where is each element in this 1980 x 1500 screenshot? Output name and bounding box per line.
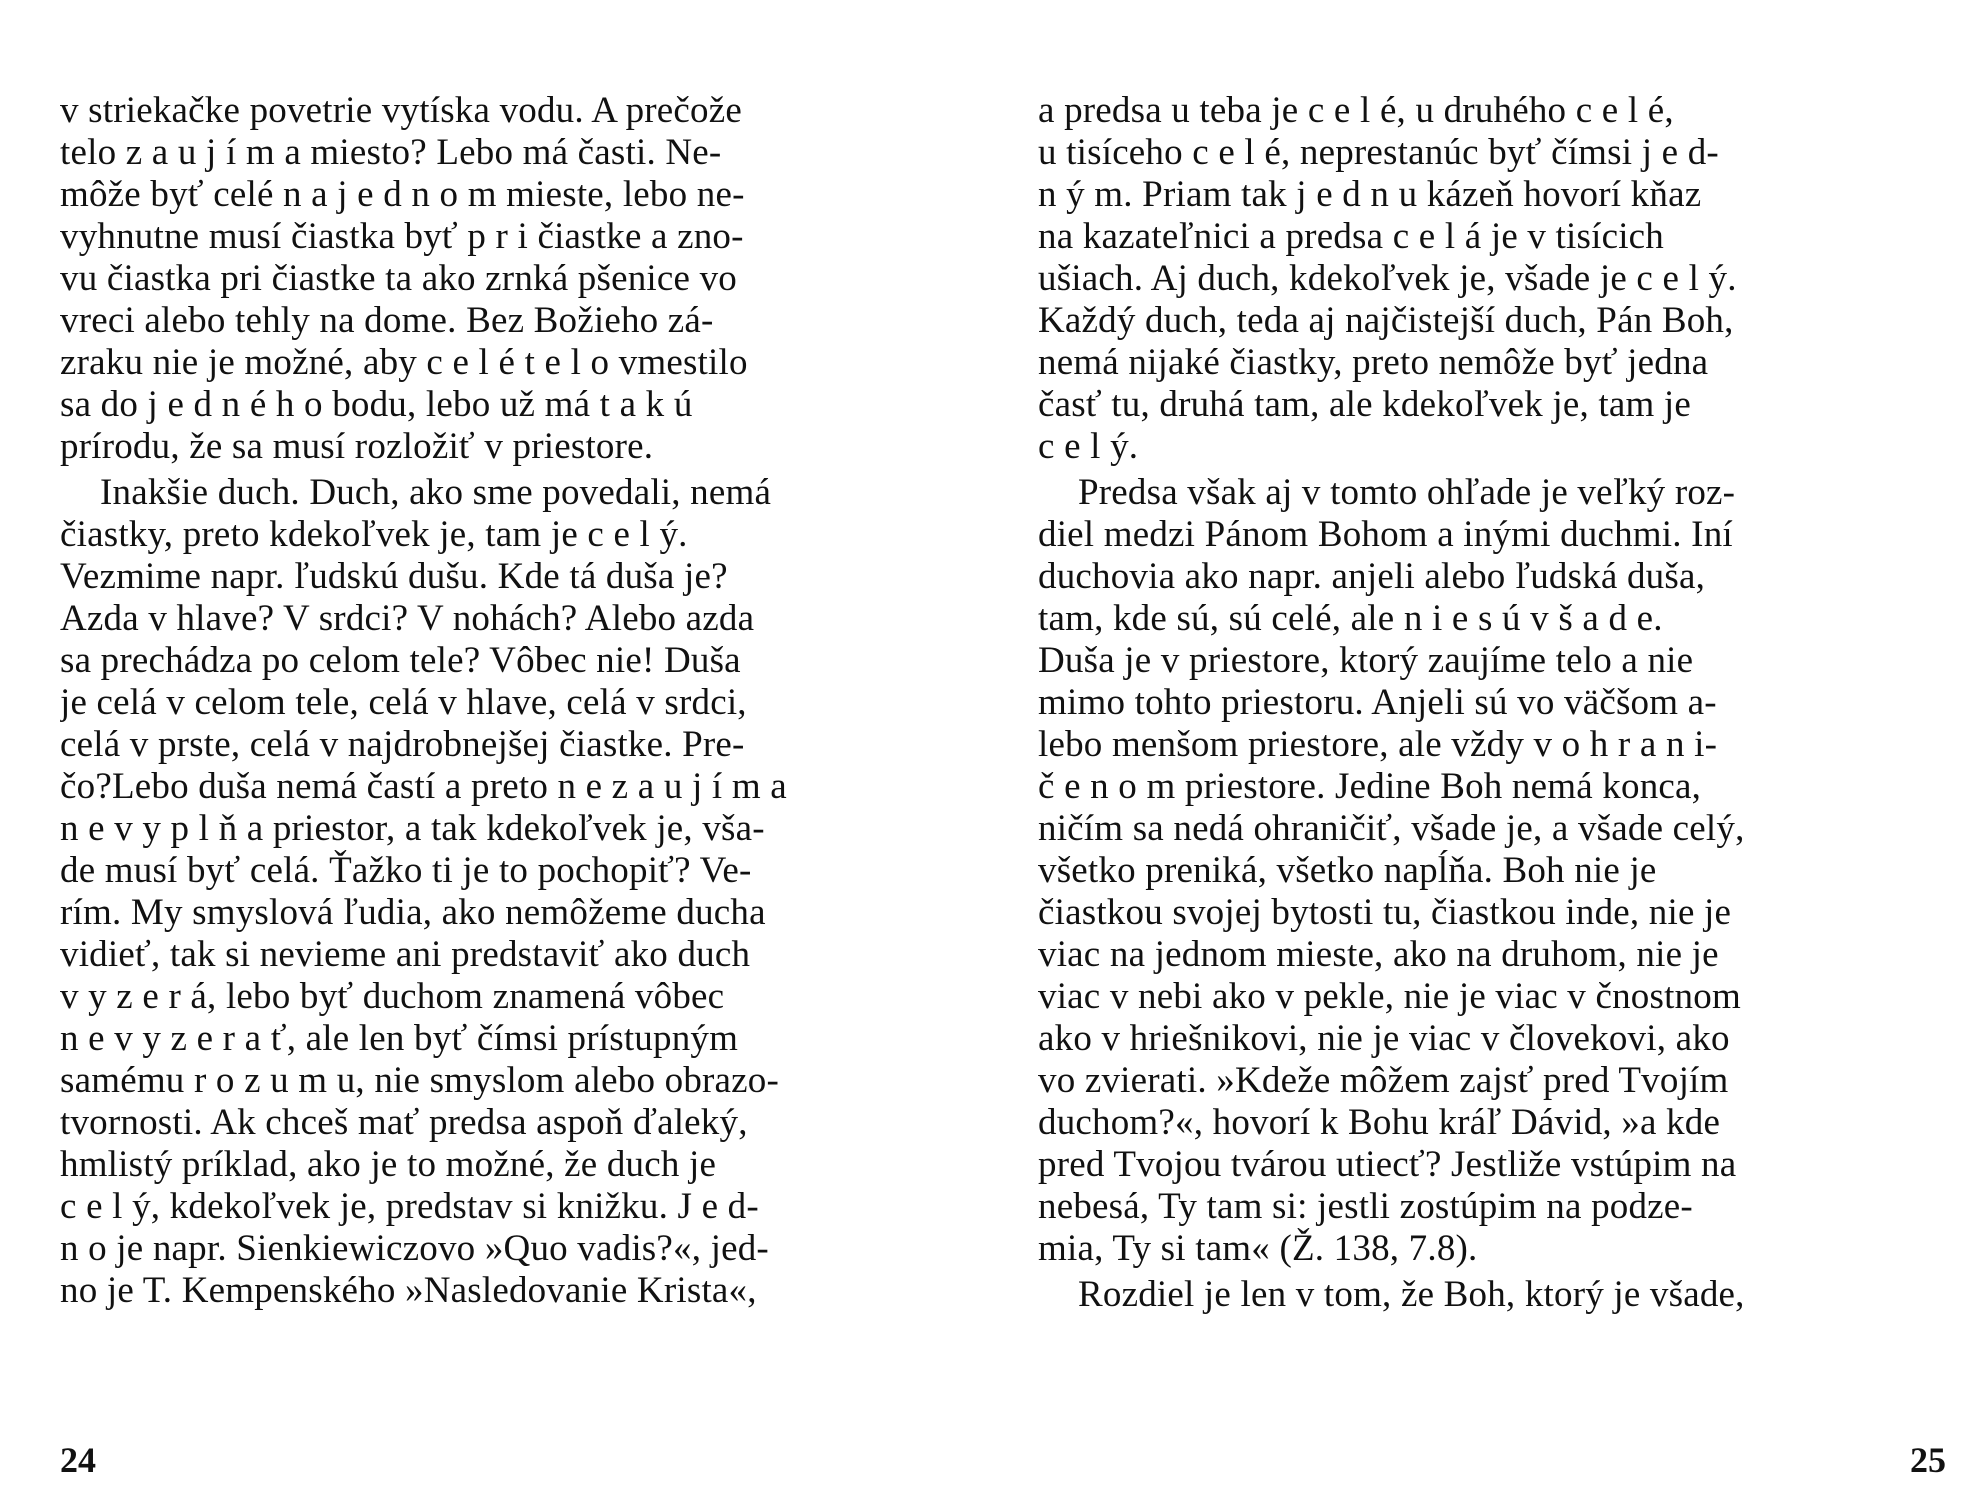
text-line: vreci alebo tehly na dome. Bez Božieho zá-: [60, 300, 714, 341]
left-page-text: [60, 90, 965, 1312]
text-line: n o je napr. Sienkiewiczovo »Quo vadis?«, jed-: [60, 1228, 769, 1269]
text-line: je celá v celom tele, celá v hlave, celá v srdci,: [60, 682, 747, 723]
text-line: vu čiastka pri čiastke ta ako zrnká pšenice vo: [60, 258, 737, 299]
text-line: ničím sa nedá ohraničiť, všade je, a všade celý,: [1038, 808, 1745, 849]
text-line: vidieť, tak si nevieme ani predstaviť ako duch: [60, 934, 751, 975]
text-line: tam, kde sú, sú celé, ale n i e s ú v š a d e.: [1038, 598, 1663, 639]
text-line: duchovia ako napr. anjeli alebo ľudská duša,: [1038, 556, 1706, 597]
text-line: na kazateľnici a predsa c e l á je v tisícich: [1038, 216, 1665, 257]
text-line: Každý duch, teda aj najčistejší duch, Pán Boh,: [1038, 300, 1734, 341]
text-line: n ý m. Priam tak j e d n u kázeň hovorí kňaz: [1038, 174, 1702, 215]
text-line: u tisíceho c e l é, neprestanúc byť čímsi j e d-: [1038, 132, 1719, 173]
text-line: mimo tohto priestoru. Anjeli sú vo väčšom a-: [1038, 682, 1717, 723]
paragraph-start-line: Inakšie duch. Duch, ako sme povedali, nemá: [100, 472, 772, 513]
text-line: celá v prste, celá v najdrobnejšej čiastke. Pre-: [60, 724, 745, 765]
text-line: c e l ý, kdekoľvek je, predstav si knižku. J e d-: [60, 1186, 759, 1227]
text-line: sa prechádza po celom tele? Vôbec nie! Duša: [60, 640, 741, 681]
page-number: 25: [1910, 1440, 1946, 1480]
text-line: samému r o z u m u, nie smyslom alebo obrazo-: [60, 1060, 780, 1101]
text-line: čiastkou svojej bytosti tu, čiastkou inde, nie je: [1038, 892, 1732, 933]
text-line: telo z a u j í m a miesto? Lebo má časti. Ne-: [60, 132, 722, 173]
text-line: môže byť celé n a j e d n o m mieste, lebo ne-: [60, 174, 745, 215]
text-line: v striekačke povetrie vytíska vodu. A prečože: [60, 90, 742, 131]
text-line: nemá nijaké čiastky, preto nemôže byť jedna: [1038, 342, 1709, 383]
text-line: tvornosti. Ak chceš mať predsa aspoň ďaleký,: [60, 1102, 748, 1143]
text-line: v y z e r á, lebo byť duchom znamená vôbec: [60, 976, 725, 1017]
text-line: n e v y z e r a ť, ale len byť čímsi prístupným: [60, 1018, 739, 1059]
page-number: 24: [60, 1440, 96, 1480]
text-line: Vezmime napr. ľudskú dušu. Kde tá duša je?: [60, 556, 728, 597]
text-line: prírodu, že sa musí rozložiť v priestore.: [60, 426, 654, 467]
text-line: čiastky, preto kdekoľvek je, tam je c e l ý.: [60, 514, 688, 555]
text-line: hmlistý príklad, ako je to možné, že duch je: [60, 1144, 717, 1185]
text-line: duchom?«, hovorí k Bohu kráľ Dávid, »a kde: [1038, 1102, 1721, 1143]
text-line: Azda v hlave? V srdci? V nohách? Alebo azda: [60, 598, 755, 639]
text-line: n e v y p l ň a priestor, a tak kdekoľvek je, vša-: [60, 808, 765, 849]
paragraph-start-line: Rozdiel je len v tom, že Boh, ktorý je všade,: [1078, 1274, 1745, 1315]
text-line: viac na jednom mieste, ako na druhom, nie je: [1038, 934, 1719, 975]
paragraph-start-line: Predsa však aj v tomto ohľade je veľký roz-: [1078, 472, 1736, 513]
text-line: ušiach. Aj duch, kdekoľvek je, všade je c e l ý.: [1038, 258, 1737, 299]
text-line: no je T. Kempenského »Nasledovanie Krista«,: [60, 1270, 757, 1311]
text-line: a predsa u teba je c e l é, u druhého c e l é,: [1038, 90, 1674, 131]
text-line: viac v nebi ako v pekle, nie je viac v čnostnom: [1038, 976, 1741, 1017]
text-line: čo?Lebo duša nemá častí a preto n e z a u j í m a: [60, 766, 787, 807]
text-line: pred Tvojou tvárou utiecť? Jestliže vstúpim na: [1038, 1144, 1737, 1185]
right-page: [990, 0, 1980, 1500]
right-page-text: [1038, 90, 1938, 1316]
text-line: všetko preniká, všetko napĺňa. Boh nie je: [1038, 850, 1657, 891]
text-line: rím. My smyslová ľudia, ako nemôžeme ducha: [60, 892, 766, 933]
text-line: mia, Ty si tam« (Ž. 138, 7.8).: [1038, 1228, 1478, 1269]
text-line: vo zvierati. »Kdeže môžem zajsť pred Tvojím: [1038, 1060, 1729, 1101]
text-line: zraku nie je možné, aby c e l é t e l o vmestilo: [60, 342, 748, 383]
text-line: č e n o m priestore. Jedine Boh nemá konca,: [1038, 766, 1702, 807]
text-line: ako v hriešnikovi, nie je viac v človekovi, ako: [1038, 1018, 1730, 1059]
text-line: diel medzi Pánom Bohom a inými duchmi. Iní: [1038, 514, 1733, 555]
text-line: nebesá, Ty tam si: jestli zostúpim na podze-: [1038, 1186, 1693, 1227]
text-line: c e l ý.: [1038, 426, 1139, 467]
text-line: de musí byť celá. Ťažko ti je to pochopiť? Ve-: [60, 850, 752, 891]
text-line: časť tu, druhá tam, ale kdekoľvek je, tam je: [1038, 384, 1691, 425]
text-line: sa do j e d n é h o bodu, lebo už má t a k ú: [60, 384, 693, 425]
text-line: vyhnutne musí čiastka byť p r i čiastke a zno-: [60, 216, 744, 257]
text-line: Duša je v priestore, ktorý zaujíme telo a nie: [1038, 640, 1694, 681]
text-line: lebo menšom priestore, ale vždy v o h r a n i-: [1038, 724, 1718, 765]
